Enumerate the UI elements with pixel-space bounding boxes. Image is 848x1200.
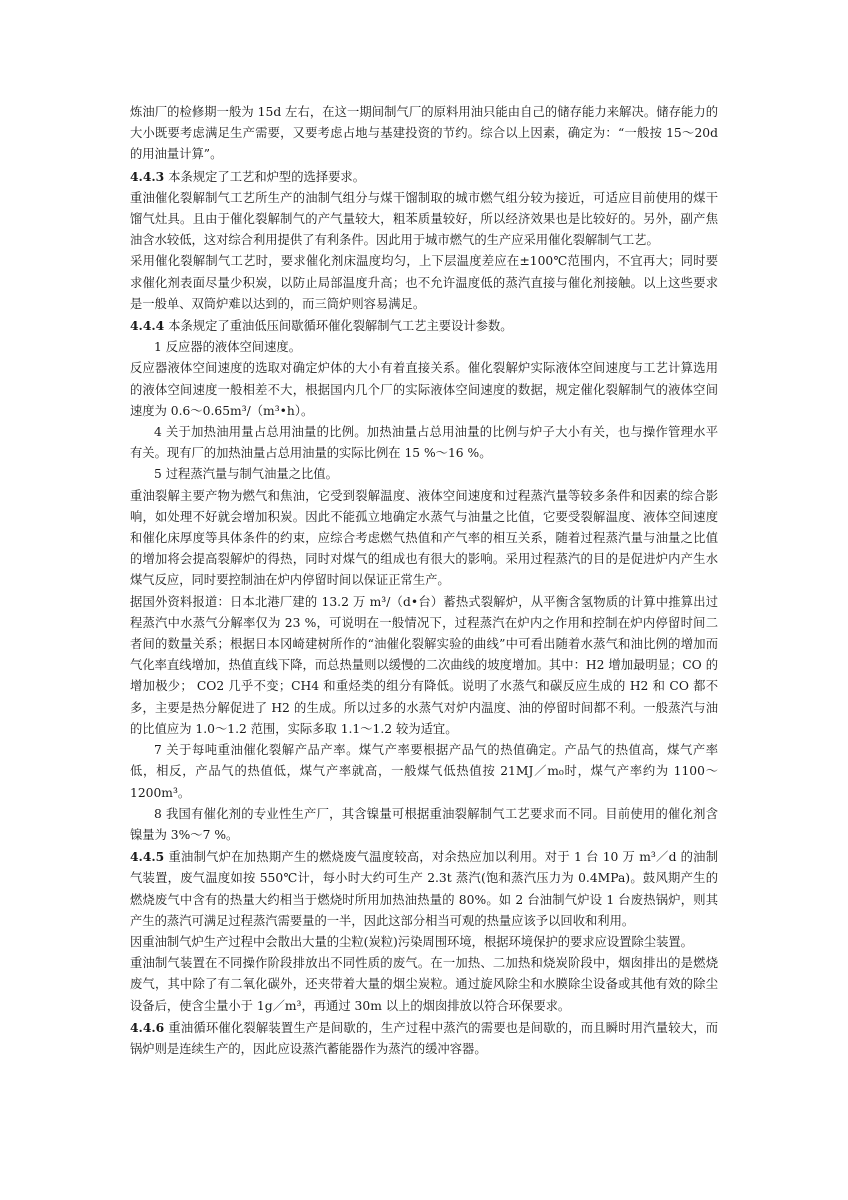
section-4-4-4: 4.4.4 本条规定了重油低压间歇循环催化裂解制气工艺主要设计参数。 [130, 318, 513, 334]
paragraph: 重油制气装置在不同操作阶段排放出不同性质的废气。在一加热、二加热和烧炭阶段中，烟囱排出的是燃烧废气，其中除了有二氧化碳外，还夹带着大量的烟尘炭粒。通过旋风除尘和水膜除尘设备或其他有效的除尘设备后，使含尘量小于 1g／m³，再通过 30m 以上的烟囱排放以符合环保要求。 [130, 956, 718, 1013]
section-number: 4.4.6 [130, 1019, 165, 1035]
list-item: 7 关于每吨重油催化裂解产品产率。煤气产率要根据产品气的热值确定。产品气的热值高，煤气产率低，相反，产品气的热值低，煤气产率就高，一般煤气低热值按 21MJ／m₀时，煤气产率约为 1100～1200m³。 [130, 743, 718, 800]
section-number: 4.4.5 [130, 849, 165, 865]
document-body [130, 102, 718, 1060]
paragraph: 重油催化裂解制气工艺所生产的油制气组分与煤干馏制取的城市燃气组分较为接近，可适应目前使用的煤干馏气灶具。且由于催化裂解制气的产气量较大，粗苯质量较好，所以经济效果也是比较好的。另外，副产焦油含水较低，这对综合利用提供了有利条件。因此用于城市燃气的生产应采用催化裂解制气工艺。 [130, 190, 718, 248]
paragraph: 反应器液体空间速度的选取对确定炉体的大小有着直接关系。催化裂解炉实际液体空间速度与工艺计算选用的液体空间速度一般相差不大，根据国内几个厂的实际液体空间速度的数据，规定催化裂解制气的液体空间速度为 0.6～0.65m³/（m³•h）。 [130, 361, 718, 418]
paragraph: 因重油制气炉生产过程中会散出大量的尘粒(炭粒)污染周围环境，根据环境保护的要求应设置除尘装置。 [130, 934, 693, 949]
section-number: 4.4.4 [130, 318, 165, 334]
paragraph: 重油裂解主要产物为燃气和焦油，它受到裂解温度、液体空间速度和过程蒸汽量等较多条件和因素的综合影响，如处理不好就会增加积炭。因此不能孤立地确定水蒸气与油量之比值，它要受裂解温度、液体空间速度和催化床厚度等具体条件的约束，应综合考虑燃气热值和产气率的相互关系，随着过程蒸汽量与油量之比值的增加将会提高裂解炉的得热，同时对煤气的组成也有很大的影响。采用过程蒸汽的目的是促进炉内产生水煤气反应，同时要控制油在炉内停留时间以保证正常生产。 [130, 488, 718, 588]
list-item: 4 关于加热油用量占总用油量的比例。加热油量占总用油量的比例与炉子大小有关，也与操作管理水平有关。现有厂的加热油量占总用油量的实际比例在 15 %～16 %。 [130, 425, 718, 461]
section-4-4-5: 4.4.5 重油制气炉在加热期产生的燃烧废气温度较高，对余热应加以利用。对于 1 台 10 万 m³／d 的油制气装置，废气温度如按 550℃计，每小时大约可生产 2.3t 蒸汽(饱和蒸汽压力为 0.4MPa)。鼓风期产生的燃烧废气中含有的热量大约相当于燃烧时所用加热油热量的 80%。如 2 台油制气炉设 1 台废热锅炉，则其产生的蒸汽可满足过程蒸汽需要量的一半，因此这部分相当可观的热量应该予以回收和利用。 [130, 849, 718, 928]
list-item: 1 反应器的液体空间速度。 [154, 340, 301, 355]
section-4-4-6: 4.4.6 重油循环催化裂解装置生产是间歇的，生产过程中蒸汽的需要也是间歇的，而且瞬时用汽量较大，而锅炉则是连续生产的，因此应设蒸汽蓄能器作为蒸汽的缓冲容器。 [130, 1019, 718, 1056]
section-4-4-3: 4.4.3 本条规定了工艺和炉型的选择要求。 [130, 168, 365, 184]
paragraph: 据国外资料报道：日本北港厂建的 13.2 万 m³/（d•台）蓄热式裂解炉，从平衡含氢物质的计算中推算出过程蒸汽中水蒸气分解率仅为 23 %，可说明在一般情况下，过程蒸汽在炉内之作用和控制在炉内停留时间二者间的数量关系；根据日本冈崎建树所作的“油催化裂解实验的曲线”中可看出随着水蒸气和油比例的增加而气化率直线增加，热值直线下降，而总热量则以缓慢的二次曲线的坡度增加。其中：H2 增加最明显；CO 的增加极少； CO2 几乎不变；CH4 和重烃类的组分有降低。说明了水蒸气和碳反应生成的 H2 和 CO 都不多，主要是热分解促进了 H2 的生成。所以过多的水蒸气对炉内温度、油的停留时间都不利。一般蒸汽与油的比值应为 1.0～1.2 范围，实际多取 1.1～1.2 较为适宜。 [130, 594, 718, 736]
list-item: 5 过程蒸汽量与制气油量之比值。 [154, 467, 338, 482]
list-item: 8 我国有催化剂的专业性生产厂，其含镍量可根据重油裂解制气工艺要求而不同。目前使用的催化剂含镍量为 3%～7 %。 [130, 806, 718, 842]
paragraph: 采用催化裂解制气工艺时，要求催化剂床温度均匀，上下层温度差应在±100℃范围内，不宜再大；同时要求催化剂表面尽量少积炭，以防止局部温度升高；也不允许温度低的蒸汽直接与催化剂接触。以上这些要求是一般单、双筒炉难以达到的，而三筒炉则容易满足。 [130, 254, 718, 311]
paragraph: 炼油厂的检修期一般为 15d 左右，在这一期间制气厂的原料用油只能由自己的储存能力来解决。储存能力的大小既要考虑满足生产需要，又要考虑占地与基建投资的节约。综合以上因素，确定为：“一般按 15～20d 的用油量计算”。 [130, 105, 718, 162]
section-number: 4.4.3 [130, 168, 165, 184]
